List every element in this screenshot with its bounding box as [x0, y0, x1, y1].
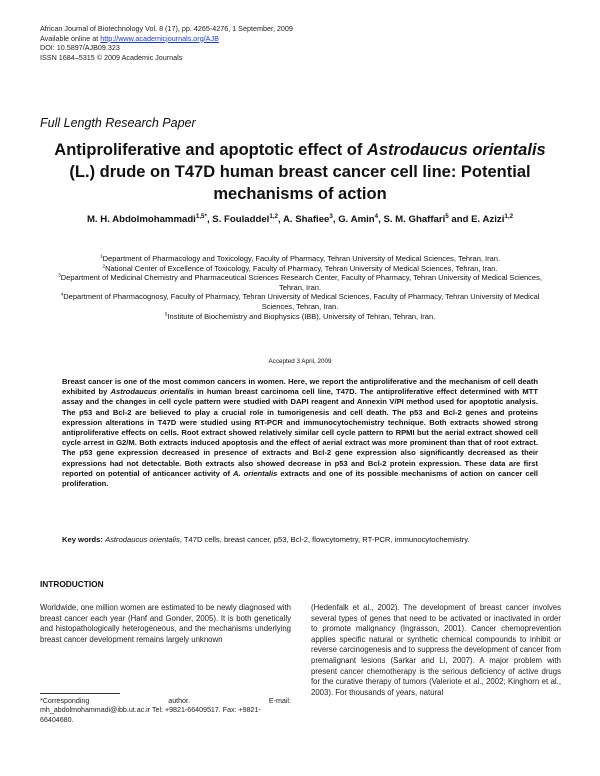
journal-url-link[interactable]: http://www.academicjournals.org/AJB [100, 33, 219, 43]
keywords [62, 535, 538, 545]
affiliation-text: Department of Pharmacognosy, Faculty of Pharmacy, Tehran University of Medical Sciences, Faculty of Pharmacy, Tehran University of Medical Sciences, Tehran, Iran. [63, 292, 540, 311]
paper-type: Full Length Research Paper [40, 116, 196, 130]
affiliation-text: Department of Medicinal Chemistry and Pharmaceutical Sciences Research Center, Faculty of Pharmacy, Tehran University of Medical Sciences, Tehran, Iran. [60, 273, 542, 292]
author-affiliation-marker: 5 [445, 212, 449, 220]
title-species: Astrodaucus orientalis [366, 141, 546, 159]
intro-column-left: Worldwide, one million women are estimated to be newly diagnosed with breast cancer each year (Hanf and Gonder, 2005). It is both genetically and histopathologically heterogeneous, and the mechanisms underlying breast cancer development remains largely unknown [40, 603, 291, 644]
author-name: E. Azizi [471, 214, 505, 225]
abstract-species-1: Astrodaucus orientalis [110, 387, 194, 397]
keyword-species: Astrodaucus orientalis [105, 535, 180, 544]
author-affiliation-marker: 3 [329, 212, 333, 220]
affiliation [45, 254, 555, 264]
author-list [40, 213, 560, 226]
introduction-heading: INTRODUCTION [40, 579, 104, 589]
abstract [62, 377, 538, 489]
journal-header [40, 24, 293, 62]
availability-line [40, 34, 293, 44]
affiliation-number: 2 [102, 264, 106, 270]
paper-title [40, 139, 560, 205]
abstract-species-2: A. orientalis [233, 468, 278, 478]
affiliation-number: 5 [164, 312, 168, 318]
author-separator: , [206, 214, 213, 225]
intro-column-right: (Hedenfalk et al., 2002). The development of breast cancer involves several types of genes that need to be activated or inactivated in order to promote malignancy (Ingrasson, 2001). Cancer chemoprevention applies specific natural or synthetic chemical compounds to inhibit or reverse carcinogenesis and to suppress the development of cancer from premalignant lesions (Sarkar and Li, 2007). A major problem with present cancer chemotherapy is the serious deficiency of active drugs for the curative therapy of tumors (Valeriote et al., 2002; Kinghorn et al., 2003). For thousands of years, natural [311, 603, 561, 697]
accepted-date: Accepted 3 April, 2009 [268, 358, 332, 365]
affiliation-text: National Center of Excellence of Toxicology, Faculty of Pharmacy, Tehran University of Medical Sciences, Tehran, Iran. [105, 263, 498, 273]
footnote-line-1 [40, 697, 291, 706]
affiliation-text: Department of Pharmacology and Toxicology, Faculty of Pharmacy, Tehran University of Medical Sciences, Tehran, Iran. [102, 254, 501, 263]
abstract-text-1: Breast cancer is one of the most common cancers in women. Here, we report the antiproliferative and the mechanism of cell death exhibited by [62, 377, 538, 397]
author-separator: , [332, 214, 339, 225]
affiliation [45, 264, 555, 274]
footnote-corresponding: *Corresponding [40, 697, 90, 705]
footnote-author: author. [168, 697, 190, 705]
author-affiliation-marker: 1,5* [195, 212, 207, 220]
abstract-text-3: extracts and one of its possible mechanisms of action on cancer cell proliferation. [62, 468, 539, 489]
corresponding-author-footnote [40, 697, 291, 725]
author-affiliation-marker: 1,2 [269, 212, 279, 220]
author-separator: and [448, 214, 472, 225]
title-part1: Antiproliferative and apoptotic effect of [54, 141, 367, 159]
author-separator: , [278, 214, 283, 225]
title-part2: (L.) drude on T47D human breast cancer cell line: Potential mechanisms of action [69, 163, 531, 203]
affiliation [45, 292, 555, 311]
journal-citation: African Journal of Biotechnology Vol. 8 (17), pp. 4265-4276, 1 September, 2009 [40, 24, 293, 33]
issn: ISSN 1684–5315 © 2009 Academic Journals [40, 52, 183, 62]
footnote-divider [40, 693, 120, 694]
affiliations [45, 254, 555, 321]
author-separator: , [378, 214, 384, 225]
author-name: G. Amin [338, 214, 375, 225]
affiliation-number: 4 [60, 292, 64, 298]
affiliation-number: 3 [58, 273, 61, 279]
keywords-rest: , T47D cells, breast cancer, p53, Bcl-2, flowcytometry, RT-PCR, immunocytochemistry. [179, 535, 470, 544]
author-name: S. M. Ghaffari [383, 214, 446, 225]
abstract-text-2: in human breast carcinoma cell line, T47D. The antiproliferative effect determined with MTT assay and the changes in cell cycle pattern were studied with DAPI reagent and Annexin V/PI method used for apoptotic analysis. The p53 and Bcl-2 are believed to play a crucial role in tumorigenesis and cell death. The p53 and Bcl-2 genes and proteins expression alterations in T47D were studied using RT-PCR and immunocytochemistry technique. Both extracts showed strong antiproliferative effects on cells. Root extract showed relatively similar cell cycle pattern to RPMI but the aerial extract showed cell cycle arrest in G2/M. Both extracts induced apoptosis and the effect of aerial extract was more prominent than that of root extract. The p53 gene expression decreased in presence of extracts and Bcl-2 gene expression also significantly decreased as their expressions had not detectable. Both extracts also showed decrease in p53 and Bcl-2 protein expression. These data are first reported on potential of anticancer activity of [62, 387, 539, 478]
affiliation [45, 312, 555, 322]
keywords-label: Key words: [62, 535, 103, 544]
author-name: M. H. Abdolmohammadi [86, 214, 196, 225]
author-name: A. Shafiee [283, 214, 330, 225]
affiliation-number: 1 [99, 254, 103, 260]
affiliation [45, 273, 555, 292]
doi: DOI: 10.5897/AJB09.323 [40, 43, 120, 53]
footnote-email-label: E-mail: [268, 697, 291, 705]
available-prefix: Available online at [40, 33, 99, 43]
affiliation-text: Institute of Biochemistry and Biophysics (IBB), University of Tehran, Tehran, Iran. [167, 311, 436, 321]
author-name: S. Fouladdel [212, 214, 270, 225]
footnote-contact: mh_abdolmohammadi@ibb.ut.ac.ir Tel: +9821-66409517. Fax: +9821-66404680. [40, 706, 261, 724]
author-affiliation-marker: 1,2 [504, 212, 514, 220]
author-affiliation-marker: 4 [374, 212, 379, 220]
